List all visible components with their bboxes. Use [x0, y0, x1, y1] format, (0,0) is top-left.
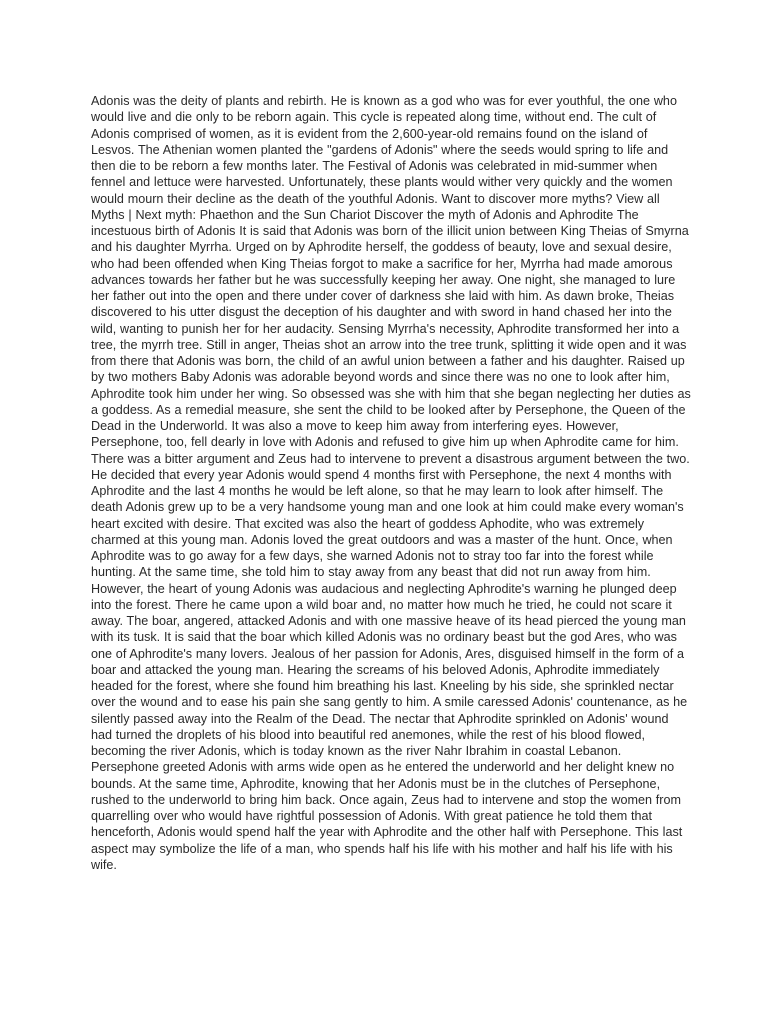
body-paragraph: Adonis was the deity of plants and rebirth. He is known as a god who was for ever youthful, the one who would live and die only to be reborn again. This cycle is repeated along time, without end. The cult of Adonis comprised of women, as it is evident from the 2,600-year-old remains found on the island of Lesvos. The Athenian women planted the "gardens of Adonis" where the seeds would spring to life and then die to be reborn a few months later. The Festival of Adonis was celebrated in mid-summer when fennel and lettuce were harvested. Unfortunately, these plants would wither very quickly and the women would mourn their decline as the death of the youthful Adonis. Want to discover more myths? View all Myths | Next myth: Phaethon and the Sun Chariot Discover the myth of Adonis and Aphrodite The incestuous birth of Adonis It is said that Adonis was born of the illicit union between King Theias of Smyrna and his daughter Myrrha. Urged on by Aphrodite herself, the goddess of beauty, love and sexual desire, who had been offended when King Theias forgot to make a sacrifice for her, Myrrha had made amorous advances towards her father but he was successfully keeping her away. One night, she managed to lure her father out into the open and there under cover of darkness she laid with him. As dawn broke, Theias discovered to his utter disgust the deception of his daughter and with sword in hand chased her into the wild, wanting to punish her for her audacity. Sensing Myrrha's necessity, Aphrodite transformed her into a tree, the myrrh tree. Still in anger, Theias shot an arrow into the tree trunk, splitting it wide open and it was from there that Adonis was born, the child of an awful union between a father and his daughter. Raised up by two mothers Baby Adonis was adorable beyond words and since there was no one to look after him, Aphrodite took him under her wing. So obsessed was she with him that she began neglecting her duties as a goddess. As a remedial measure, she sent the child to be looked after by Persephone, the Queen of the Dead in the Underworld. It was also a move to keep him away from interfering eyes. However, Persephone, too, fell dearly in love with Adonis and refused to give him up when Aphrodite came for him. There was a bitter argument and Zeus had to intervene to prevent a disastrous argument between the two. He decided that every year Adonis would spend 4 months first with Persephone, the next 4 months with Aphrodite and the last 4 months he would be left alone, so that he may learn to look after himself. The death Adonis grew up to be a very handsome young man and one look at him could make every woman's heart excited with desire. That excited was also the heart of goddess Aphodite, who was extremely charmed at this young man. Adonis loved the great outdoors and was a master of the hunt. Once, when Aphrodite was to go away for a few days, she warned Adonis not to stray too far into the forest while hunting. At the same time, she told him to stay away from any beast that did not run away from him. However, the heart of young Adonis was audacious and neglecting Aphrodite's warning he plunged deep into the forest. There he came upon a wild boar and, no matter how much he tried, he could not scare it away. The boar, angered, attacked Adonis and with one massive heave of its head pierced the young man with its tusk. It is said that the boar which killed Adonis was no ordinary beast but the god Ares, who was one of Aphrodite's many lovers. Jealous of her passion for Adonis, Ares, disguised himself in the form of a boar and attacked the young man. Hearing the screams of his beloved Adonis, Aphrodite immediately headed for the forest, where she found him breathing his last. Kneeling by his side, she sprinkled nectar over the wound and to ease his pain she sang gently to him. A smile caressed Adonis' countenance, as he silently passed away into the Realm of the Dead. The nectar that Aphrodite sprinkled on Adonis' wound had turned the droplets of his blood into beautiful red anemones, while the rest of his blood flowed, becoming the river Adonis, which is today known as the river Nahr Ibrahim in coastal Lebanon. Persephone greeted Adonis with arms wide open as he entered the underworld and her delight knew no bounds. At the same time, Aphrodite, knowing that her Adonis must be in the clutches of Persephone, rushed to the underworld to bring him back. Once again, Zeus had to intervene and stop the women from quarrelling over who would have rightful possession of Adonis. With great patience he told them that henceforth, Adonis would spend half the year with Aphrodite and the other half with Persephone. This last aspect may symbolize the life of a man, who spends half his life with his mother and half his life with his wife.	[91, 94, 691, 872]
